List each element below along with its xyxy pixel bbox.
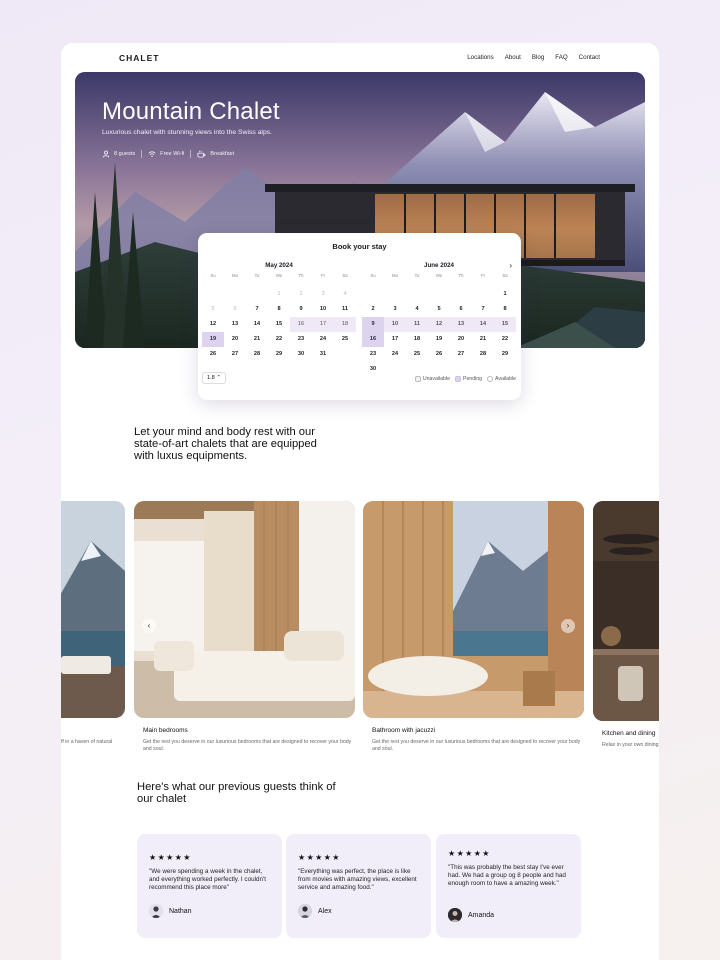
slide-main-bedrooms[interactable] — [134, 501, 355, 718]
logo[interactable]: CHALET — [119, 53, 160, 63]
calendar-day[interactable]: 5 — [437, 306, 441, 312]
weekday-label: Th — [298, 273, 304, 278]
testimonials-heading: Here's what our previous guests think of our chalet — [137, 781, 336, 805]
bathroom-image — [363, 501, 584, 718]
calendar-day[interactable]: 13 — [450, 317, 472, 332]
calendar-day[interactable]: 12 — [428, 317, 450, 332]
calendar-day[interactable]: 27 — [231, 351, 239, 357]
weekday-label: Su — [370, 273, 376, 278]
kitchen-dining-image — [593, 501, 659, 721]
calendar-day[interactable]: 7 — [255, 306, 259, 312]
calendar-day[interactable]: 4 — [343, 291, 347, 297]
calendar-day[interactable]: 25 — [413, 351, 421, 357]
calendar-day[interactable]: 13 — [231, 321, 239, 327]
calendar-day[interactable]: 20 — [457, 336, 465, 342]
calendar-day[interactable]: 28 — [253, 351, 261, 357]
room-carousel — [61, 501, 659, 761]
calendar-day[interactable]: 7 — [481, 306, 485, 312]
legend-pending: Pending — [455, 376, 482, 382]
calendar-day[interactable]: 11 — [406, 317, 428, 332]
calendar-day[interactable]: 24 — [319, 336, 327, 342]
calendar-june — [362, 262, 516, 377]
avatar — [149, 904, 163, 918]
amenities-list — [102, 150, 246, 158]
weekday-label: Tu — [254, 273, 260, 278]
slide-bathroom[interactable] — [363, 501, 584, 718]
calendar-day[interactable]: 18 — [413, 336, 421, 342]
page — [61, 43, 659, 960]
calendar-empty-cell — [202, 287, 224, 302]
calendar-day[interactable]: 10 — [384, 317, 406, 332]
top-nav — [61, 43, 659, 71]
hero-subtitle: Luxurious chalet with stunning views into the Swiss alps. — [102, 129, 273, 136]
calendar-day[interactable]: 19 — [435, 336, 443, 342]
slide-description: ff in a haven of natural — [61, 739, 113, 745]
testimonial-card — [137, 834, 282, 938]
calendar-day[interactable]: 8 — [503, 306, 507, 312]
calendar-day[interactable]: 22 — [275, 336, 283, 342]
calendar-day[interactable]: 2 — [371, 306, 375, 312]
calendar-day[interactable]: 22 — [501, 336, 509, 342]
calendar-day[interactable]: 18 — [334, 317, 356, 332]
nav-link-faq[interactable]: FAQ — [555, 54, 568, 61]
calendar-day[interactable]: 9 — [362, 317, 384, 332]
slide-caption: Main bedrooms — [143, 727, 188, 734]
rating-stars-icon: ★★★★★ — [298, 853, 341, 862]
person-avatar-icon — [448, 908, 462, 922]
calendar-day[interactable]: 16 — [290, 317, 312, 332]
calendar-day[interactable]: 27 — [457, 351, 465, 357]
nav-link-locations[interactable]: Locations — [467, 54, 494, 61]
bedroom-image — [134, 501, 355, 718]
slide-lake-view[interactable] — [61, 501, 125, 718]
calendar-day[interactable]: 3 — [321, 291, 325, 297]
testimonial-quote: "Everything was perfect, the place is like from movies with amazing views, excellent service and amazing food." — [298, 868, 417, 891]
calendar-legend — [415, 376, 516, 382]
slide-description: Get the rest you deserve in our luxurious bedrooms that are designed to recover your body and soul. — [372, 739, 581, 752]
tagline: Let your mind and body rest with our state-of-art chalets that are equipped with luxus equipments. — [134, 426, 317, 462]
weekday-label: Tu — [414, 273, 420, 278]
lake-view-image — [61, 501, 125, 718]
calendar-day[interactable]: 23 — [369, 351, 377, 357]
calendar-day[interactable]: 23 — [297, 336, 305, 342]
calendar-day[interactable]: 17 — [391, 336, 399, 342]
rating-stars-icon: ★★★★★ — [448, 849, 491, 858]
calendar-day[interactable]: 31 — [319, 351, 327, 357]
calendar-day[interactable]: 28 — [479, 351, 487, 357]
amenity-breakfast: Breakfast — [197, 150, 240, 158]
legend-unavailable: Unavailable — [415, 376, 450, 382]
guests-select[interactable]: 1.8 ⌃ — [202, 372, 226, 384]
calendar-day[interactable]: 19 — [202, 332, 224, 347]
weekday-label: We — [275, 273, 283, 278]
slide-description: Relax in your own dining — [602, 742, 659, 748]
avatar — [448, 908, 462, 922]
avatar — [298, 904, 312, 918]
calendar-day[interactable]: 30 — [369, 366, 377, 372]
calendar-empty-cell — [450, 287, 472, 302]
calendar-day[interactable]: 8 — [277, 306, 281, 312]
testimonial-author: Nathan — [149, 904, 192, 918]
hero-title: Mountain Chalet — [102, 98, 280, 125]
chevron-right-icon[interactable]: › — [509, 261, 512, 270]
carousel-prev-button[interactable]: ‹ — [142, 619, 156, 633]
calendar-day[interactable]: 25 — [341, 336, 349, 342]
nav-link-about[interactable]: About — [504, 54, 521, 61]
breakfast-icon — [197, 150, 206, 158]
weekday-label: Th — [458, 273, 464, 278]
legend-available: Available — [487, 376, 516, 382]
calendar-day[interactable]: 9 — [299, 306, 303, 312]
calendar-day[interactable]: 29 — [275, 351, 283, 357]
calendar-day[interactable]: 14 — [253, 321, 261, 327]
nav-link-contact[interactable]: Contact — [578, 54, 600, 61]
testimonial-card — [286, 834, 431, 938]
weekday-label: Fr — [480, 273, 486, 278]
testimonial-author: Amanda — [448, 908, 494, 922]
carousel-next-button[interactable]: › — [561, 619, 575, 633]
weekday-label: We — [435, 273, 443, 278]
calendar-day[interactable]: 6 — [233, 306, 237, 312]
chevron-updown-icon: ⌃ — [216, 375, 222, 381]
pending-swatch-icon — [455, 376, 461, 382]
unavailable-swatch-icon — [415, 376, 421, 382]
nav-links — [467, 54, 600, 61]
calendar-month-label: May 2024 — [265, 262, 293, 269]
calendar-day[interactable]: 29 — [501, 351, 509, 357]
calendar-empty-cell — [428, 287, 450, 302]
weekday-label: Sa — [342, 273, 348, 278]
weekday-label: Fr — [320, 273, 326, 278]
available-swatch-icon — [487, 376, 493, 382]
calendar-day[interactable]: 26 — [209, 351, 217, 357]
slide-caption: Bathroom with jacuzzi — [372, 727, 436, 734]
slide-caption: Kitchen and dining — [602, 730, 656, 737]
testimonial-quote: "This was probably the best stay I've ever had. We had a group og 8 people and had enough room to have a amazing week." — [448, 864, 566, 887]
testimonial-card — [436, 834, 581, 938]
rating-stars-icon: ★★★★★ — [149, 853, 192, 862]
slide-description: Get the rest you deserve in our luxurious bedrooms that are designed to recover your body and soul. — [143, 739, 352, 752]
calendar-empty-cell — [362, 287, 384, 302]
person-avatar-icon — [298, 904, 312, 918]
weekday-label: Mo — [392, 273, 398, 278]
calendar-day[interactable]: 1 — [277, 291, 281, 297]
booking-title: Book your stay — [332, 242, 387, 251]
booking-widget — [198, 233, 521, 400]
calendar-day[interactable]: 17 — [312, 317, 334, 332]
calendar-day[interactable]: 26 — [435, 351, 443, 357]
calendar-day[interactable]: 21 — [253, 336, 261, 342]
weekday-label: Su — [210, 273, 216, 278]
calendar-empty-cell — [384, 287, 406, 302]
calendar-day[interactable]: 20 — [231, 336, 239, 342]
calendar-day[interactable]: 4 — [415, 306, 419, 312]
calendar-grid — [202, 272, 356, 362]
testimonial-quote: "We were spending a week in the chalet, and everything worked perfectly. I couldn't recommend this place more" — [149, 868, 266, 891]
calendar-empty-cell — [406, 287, 428, 302]
calendar-month-label: June 2024 — [424, 262, 454, 269]
calendar-grid — [362, 272, 516, 377]
calendar-day[interactable]: 24 — [391, 351, 399, 357]
amenity-guests: 8 guests — [102, 150, 142, 158]
calendar-empty-cell — [224, 287, 246, 302]
person-avatar-icon — [149, 904, 163, 918]
calendar-day[interactable]: 15 — [275, 321, 283, 327]
amenity-wifi: Free Wi-fi — [148, 150, 191, 158]
slide-kitchen-dining[interactable] — [593, 501, 659, 721]
calendar-day[interactable]: 12 — [209, 321, 217, 327]
calendar-day[interactable]: 21 — [479, 336, 487, 342]
calendar-day[interactable]: 5 — [211, 306, 215, 312]
calendar-day[interactable]: 2 — [299, 291, 303, 297]
calendar-day[interactable]: 3 — [393, 306, 397, 312]
weekday-label: Mo — [232, 273, 238, 278]
calendar-may — [202, 262, 356, 362]
calendar-day[interactable]: 16 — [362, 332, 384, 347]
calendar-day[interactable]: 11 — [342, 306, 348, 312]
calendar-day[interactable]: 15 — [494, 317, 516, 332]
weekday-label: Sa — [502, 273, 508, 278]
calendar-day[interactable]: 30 — [297, 351, 305, 357]
nav-link-blog[interactable]: Blog — [531, 54, 545, 61]
calendar-day[interactable]: 6 — [459, 306, 463, 312]
calendar-day[interactable]: 1 — [503, 291, 507, 297]
guests-icon — [102, 150, 110, 158]
calendar-empty-cell — [472, 287, 494, 302]
testimonial-author: Alex — [298, 904, 332, 918]
calendar-day[interactable]: 10 — [319, 306, 327, 312]
wifi-icon — [148, 150, 156, 158]
calendar-empty-cell — [246, 287, 268, 302]
calendar-day[interactable]: 14 — [472, 317, 494, 332]
